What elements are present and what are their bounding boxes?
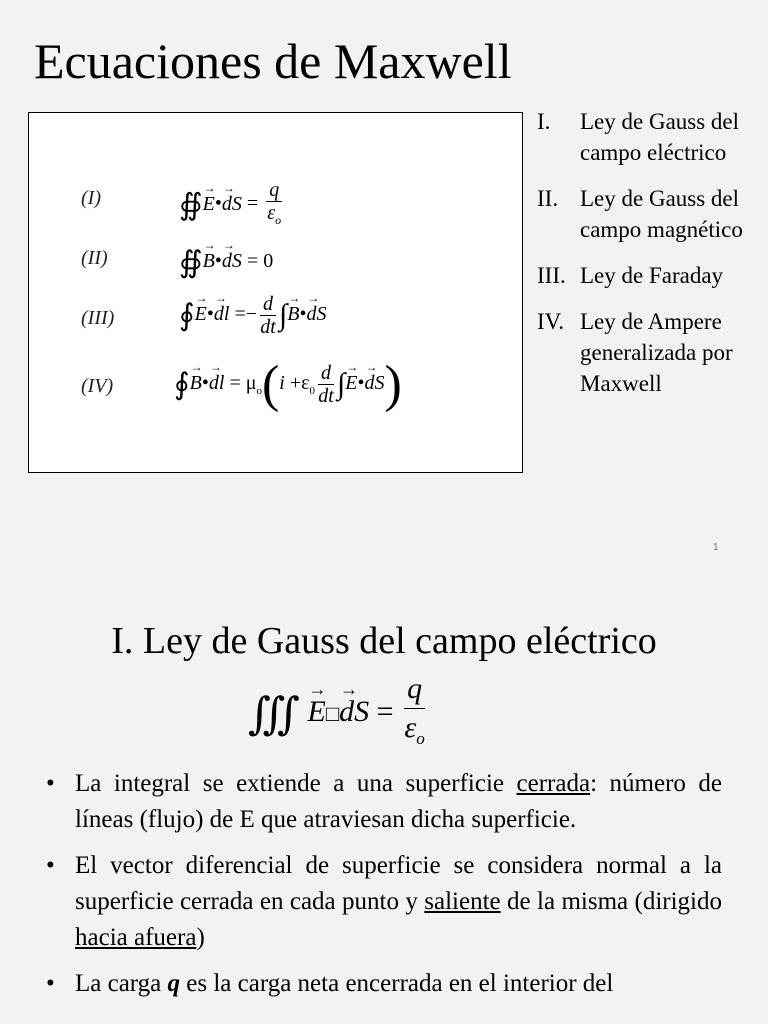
list-item-text: Ley de Gauss del campo eléctrico (580, 109, 740, 165)
equation-formula: ∯→ B•→ dS = 0 (179, 245, 273, 280)
list-item (537, 306, 762, 399)
gauss-equation: ∭ → E□→ dS = $\frac{q}{\varepsilon_o}$ (248, 670, 428, 758)
equation-formula: ∯→ E•→ dS = $\frac{q}{\varepsilon_o}$ (179, 179, 285, 231)
slide-title: I. Ley de Gauss del campo eléctrico (111, 620, 657, 662)
list-item (537, 183, 762, 245)
equation-label: (I) (81, 187, 101, 209)
page-number: 1 (713, 542, 719, 553)
list-item (537, 260, 762, 291)
list-item-number: I. (537, 109, 551, 134)
equation-label: (IV) (81, 375, 114, 397)
equation-formula: ∮→ E•→ dl =− $\frac{d}{dt}$ ∫→ B•→ dS (179, 293, 326, 338)
bullet-marker: • (46, 852, 55, 879)
list-item: • El vector diferencial de superficie se considera normal a la superficie cerrada en cada punto y saliente de la misma (dirigido hacia afuera) (46, 848, 722, 956)
equation-formula: ∮→ B•→ dl = $\mu_o(i +\varepsilon_0$ $\frac{d}{dt}$ ∫→ E•→ dS) (174, 355, 402, 414)
list-item-text: Ley de Ampere generalizada por Maxwell (580, 309, 733, 396)
equation-label: (II) (81, 247, 108, 269)
list-item-number: III. (537, 263, 566, 288)
bullet-marker: • (46, 970, 55, 997)
list-item-number: II. (537, 186, 559, 211)
list-item-text: Ley de Faraday (580, 263, 724, 288)
bullet-list (46, 766, 722, 1012)
list-item-number: IV. (537, 309, 565, 334)
equation-label: (III) (81, 307, 115, 329)
equations-box (28, 112, 523, 473)
list-item: • La carga q es la carga neta encerrada en el interior del (46, 966, 722, 1002)
list-item (537, 106, 762, 168)
slide-title: Ecuaciones de Maxwell (34, 33, 512, 89)
bullet-marker: • (46, 770, 55, 797)
list-item-text: Ley de Gauss del campo magnético (580, 186, 743, 242)
list-item: • La integral se extiende a una superficie cerrada: número de líneas (flujo) de E que atraviesan dicha superficie. (46, 766, 722, 838)
laws-list (537, 106, 762, 414)
